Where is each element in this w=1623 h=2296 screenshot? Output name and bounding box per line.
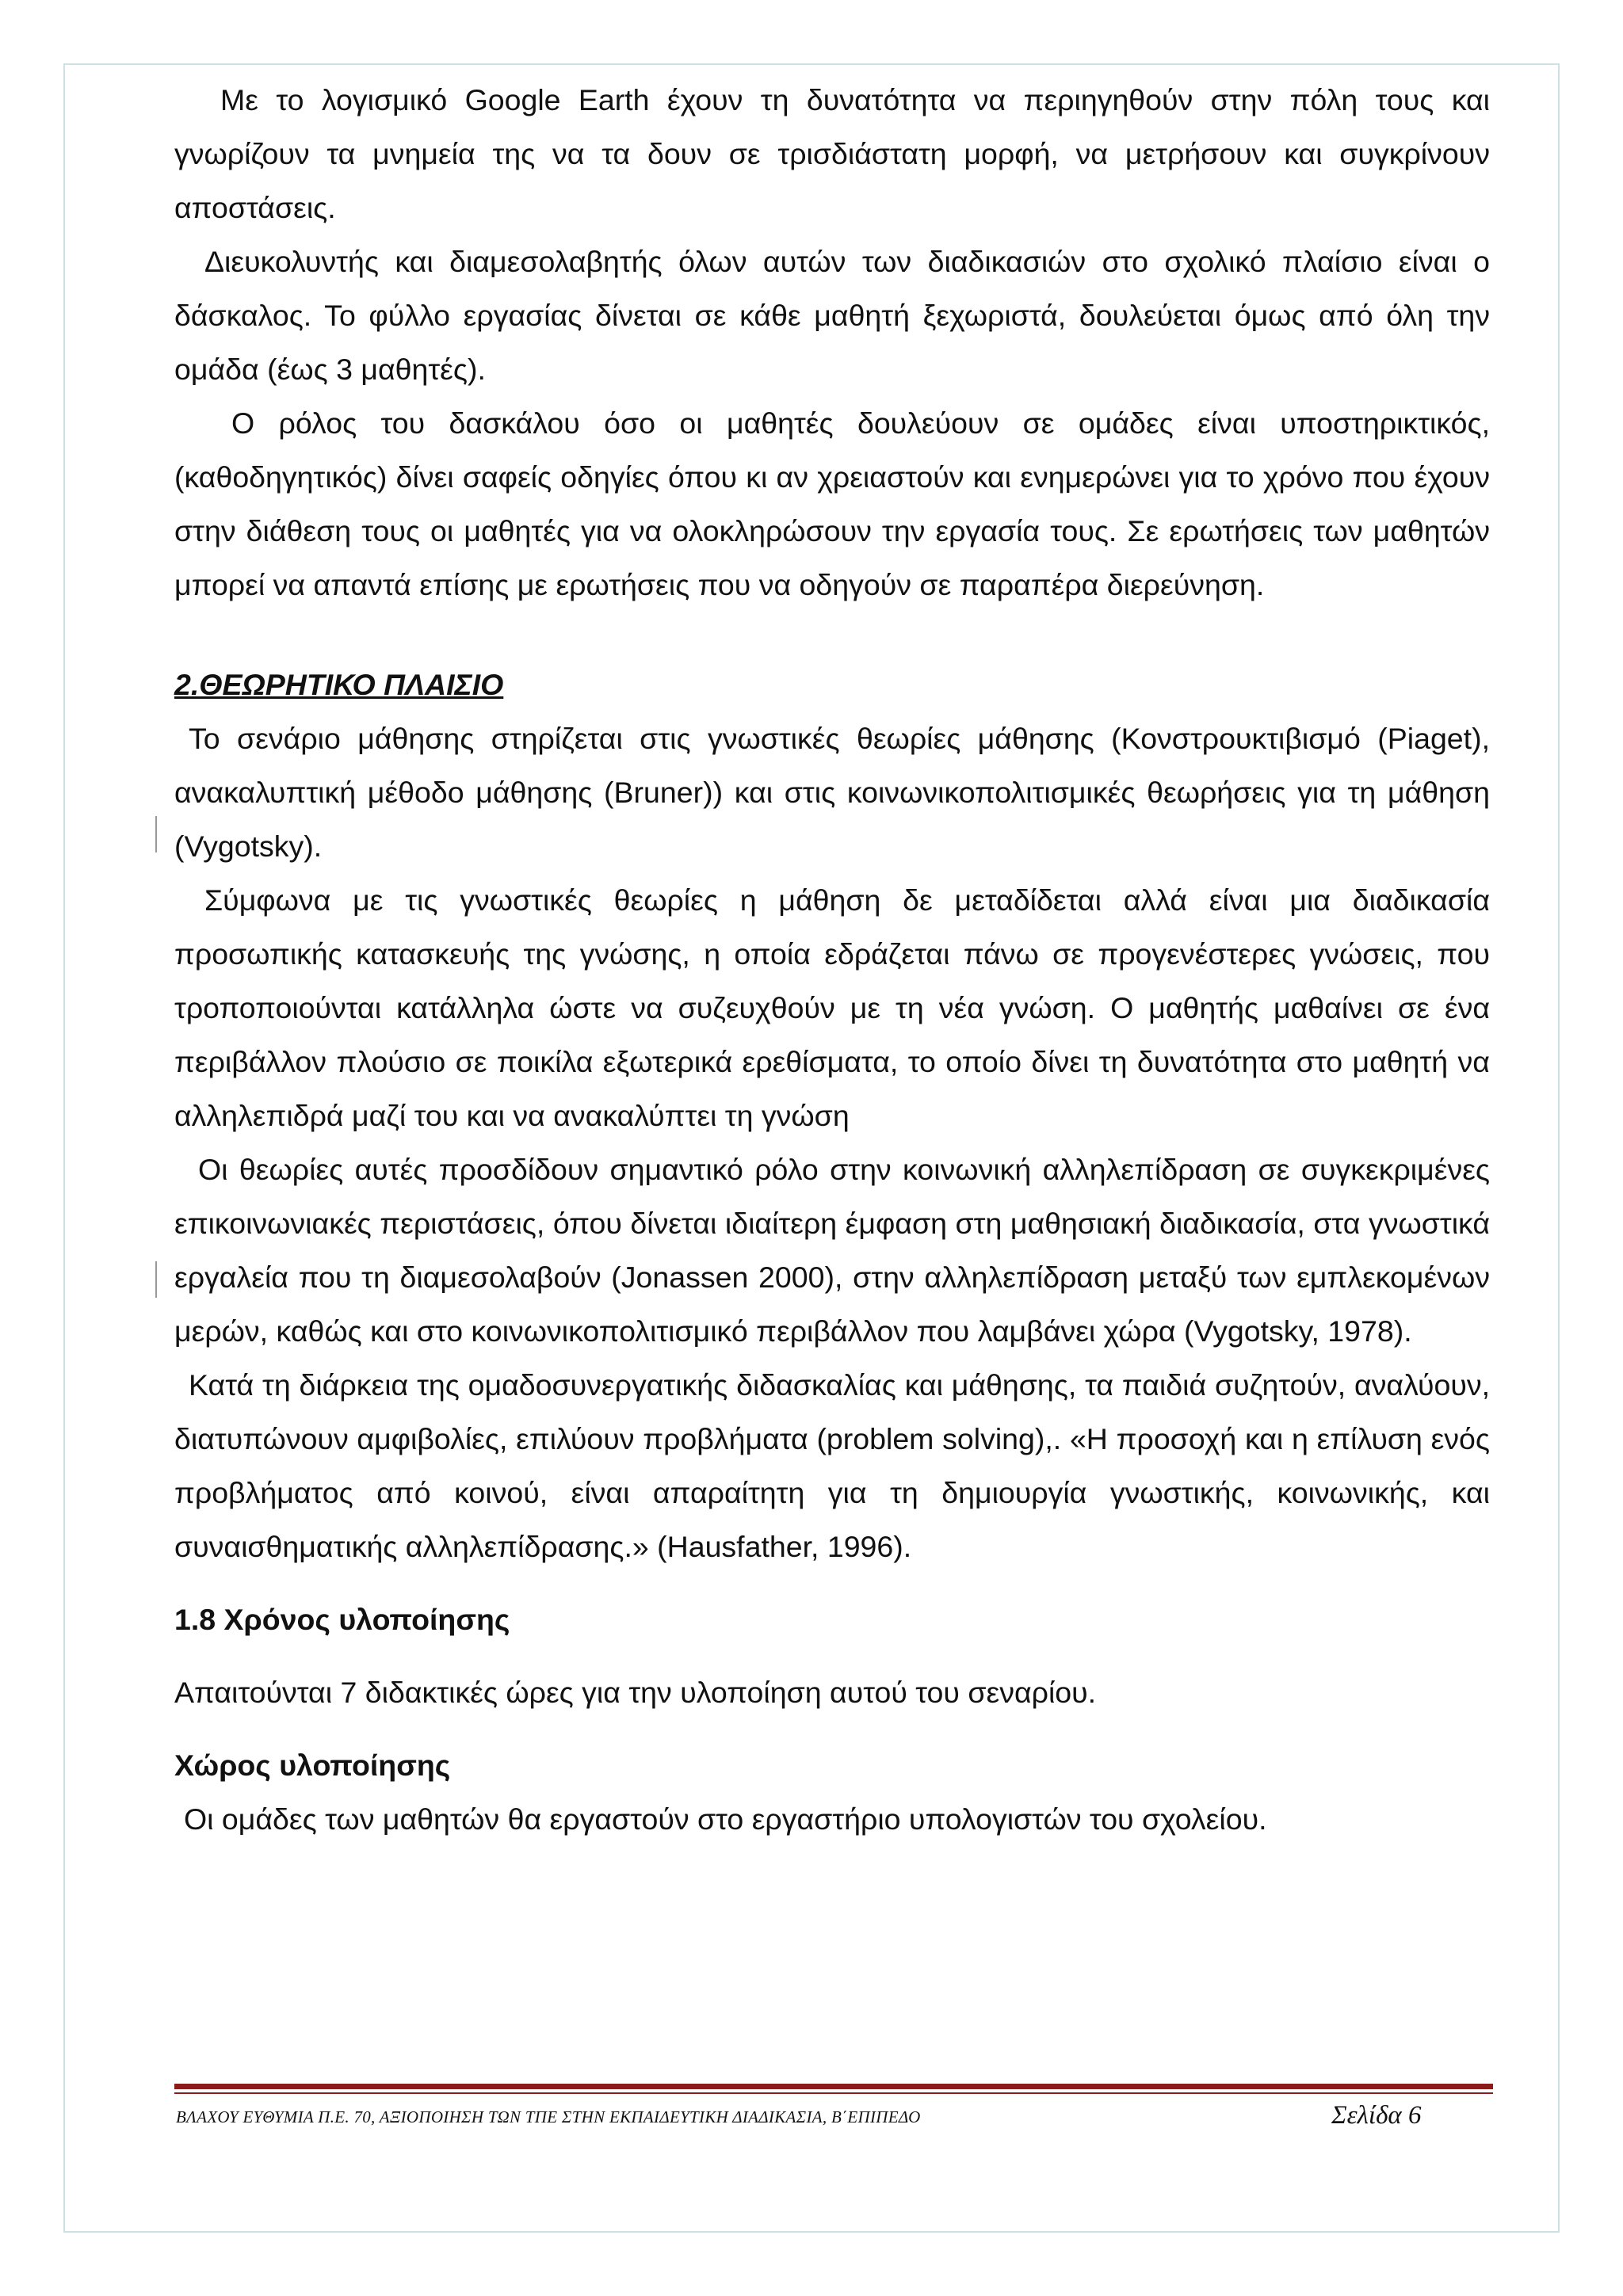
section-heading-place: Χώρος υλοποίησης: [174, 1749, 451, 1782]
footer-rule: [174, 2084, 1493, 2089]
paragraph-collaborative-learning: Κατά τη διάρκεια της ομαδοσυνεργατικής διδασκαλίας και μάθησης, τα παιδιά συζητούν, αναλύουν, διατυπώνουν αμφιβολίες, επιλύουν προβλήματα (problem solving),. «Η προσοχή και η επίλυση ενός προβλήματος από κοινού, είναι απαραίτητη για τη δημιουργία γνωστικής, κοινωνικής, και συναισθηματικής αλληλεπίδρασης.» (Hausfather, 1996).: [174, 1368, 1490, 1563]
footer-rule-thin: [174, 2092, 1493, 2094]
document-body: [174, 73, 1490, 1846]
page-number: Σελίδα 6: [1331, 2101, 1422, 2130]
paragraph-google-earth: Με το λογισμικό Google Earth έχουν τη δυνατότητα να περιηγηθούν στην πόλη τους και γνωρίζουν τα μνημεία της να τα δουν σε τρισδιάστατη μορφή, να μετρήσουν και συγκρίνουν αποστάσεις.: [174, 83, 1490, 224]
paragraph-cognitive-theories: Σύμφωνα με τις γνωστικές θεωρίες η μάθηση δε μεταδίδεται αλλά είναι μια διαδικασία προσωπικής κατασκευής της γνώσης, η οποία εδράζεται πάνω σε προγενέστερες γνώσεις, που τροποποιούνται κατάλληλα ώστε να συζευχθούν με τη νέα γνώση. Ο μαθητής μαθαίνει σε ένα περιβάλλον πλούσιο σε ποικίλα εξωτερικά ερεθίσματα, το οποίο δίνει τη δυνατότητα στο μαθητή να αλληλεπιδρά μαζί του και να ανακαλύπτει τη γνώση: [174, 883, 1490, 1132]
revision-bar: [155, 816, 157, 852]
paragraph-social-interaction: Οι θεωρίες αυτές προσδίδουν σημαντικό ρόλο στην κοινωνική αλληλεπίδραση σε συγκεκριμένες επικοινωνιακές περιστάσεις, όπου δίνεται ιδιαίτερη έμφαση στη μαθησιακή διαδικασία, στα γνωστικά εργαλεία που τη διαμεσολαβούν (Jonassen 2000), στην αλληλεπίδραση μεταξύ των εμπλεκομένων μερών, καθώς και στο κοινωνικοπολιτισμικό περιβάλλον που λαμβάνει χώρα (Vygotsky, 1978).: [174, 1153, 1490, 1348]
paragraph-teacher-role: Ο ρόλος του δασκάλου όσο οι μαθητές δουλεύουν σε ομάδες είναι υποστηρικτικός, (καθοδηγητικός) δίνει σαφείς οδηγίες όπου κι αν χρειαστούν και ενημερώνει για το χρόνο που έχουν στην διάθεση τους οι μαθητές για να ολοκληρώσουν την εργασία τους. Σε ερωτήσεις των μαθητών μπορεί να απαντά επίσης με ερωτήσεις που να οδηγούν σε παραπέρα διερεύνηση.: [174, 406, 1490, 601]
section-heading-time: 1.8 Χρόνος υλοποίησης: [174, 1603, 510, 1636]
revision-bar: [155, 1261, 157, 1298]
paragraph-learning-theories: Το σενάριο μάθησης στηρίζεται στις γνωστικές θεωρίες μάθησης (Κονστρουκτιβισμό (Piaget), ανακαλυπτική μέθοδο μάθησης (Bruner)) και στις κοινωνικοπολιτισμικές θεωρήσεις για τη μάθηση (Vygotsky).: [174, 722, 1490, 863]
footer-author-title: ΒΛΑΧΟΥ ΕΥΘΥΜΙΑ Π.Ε. 70, ΑΞΙΟΠΟΙΗΣΗ ΤΩΝ ΤΠΕ ΣΤΗΝ ΕΚΠΑΙΔΕΥΤΙΚΗ ΔΙΑΔΙΚΑΣΙΑ, Β΄ΕΠΙΠΕΔΟ: [176, 2107, 921, 2126]
paragraph-computer-lab: Οι ομάδες των μαθητών θα εργαστούν στο εργαστήριο υπολογιστών του σχολείου.: [184, 1802, 1267, 1836]
paragraph-teaching-hours: Απαιτούνται 7 διδακτικές ώρες για την υλοποίηση αυτού του σεναρίου.: [174, 1676, 1097, 1709]
paragraph-teacher-facilitator: Διευκολυντής και διαμεσολαβητής όλων αυτών των διαδικασιών στο σχολικό πλαίσιο είναι ο δάσκαλος. Το φύλλο εργασίας δίνεται σε κάθε μαθητή ξεχωριστά, δουλεύεται όμως από όλη την ομάδα (έως 3 μαθητές).: [174, 245, 1490, 386]
section-heading-theory: 2.ΘΕΩΡΗΤΙΚΟ ΠΛΑΙΣΙΟ: [174, 668, 504, 701]
